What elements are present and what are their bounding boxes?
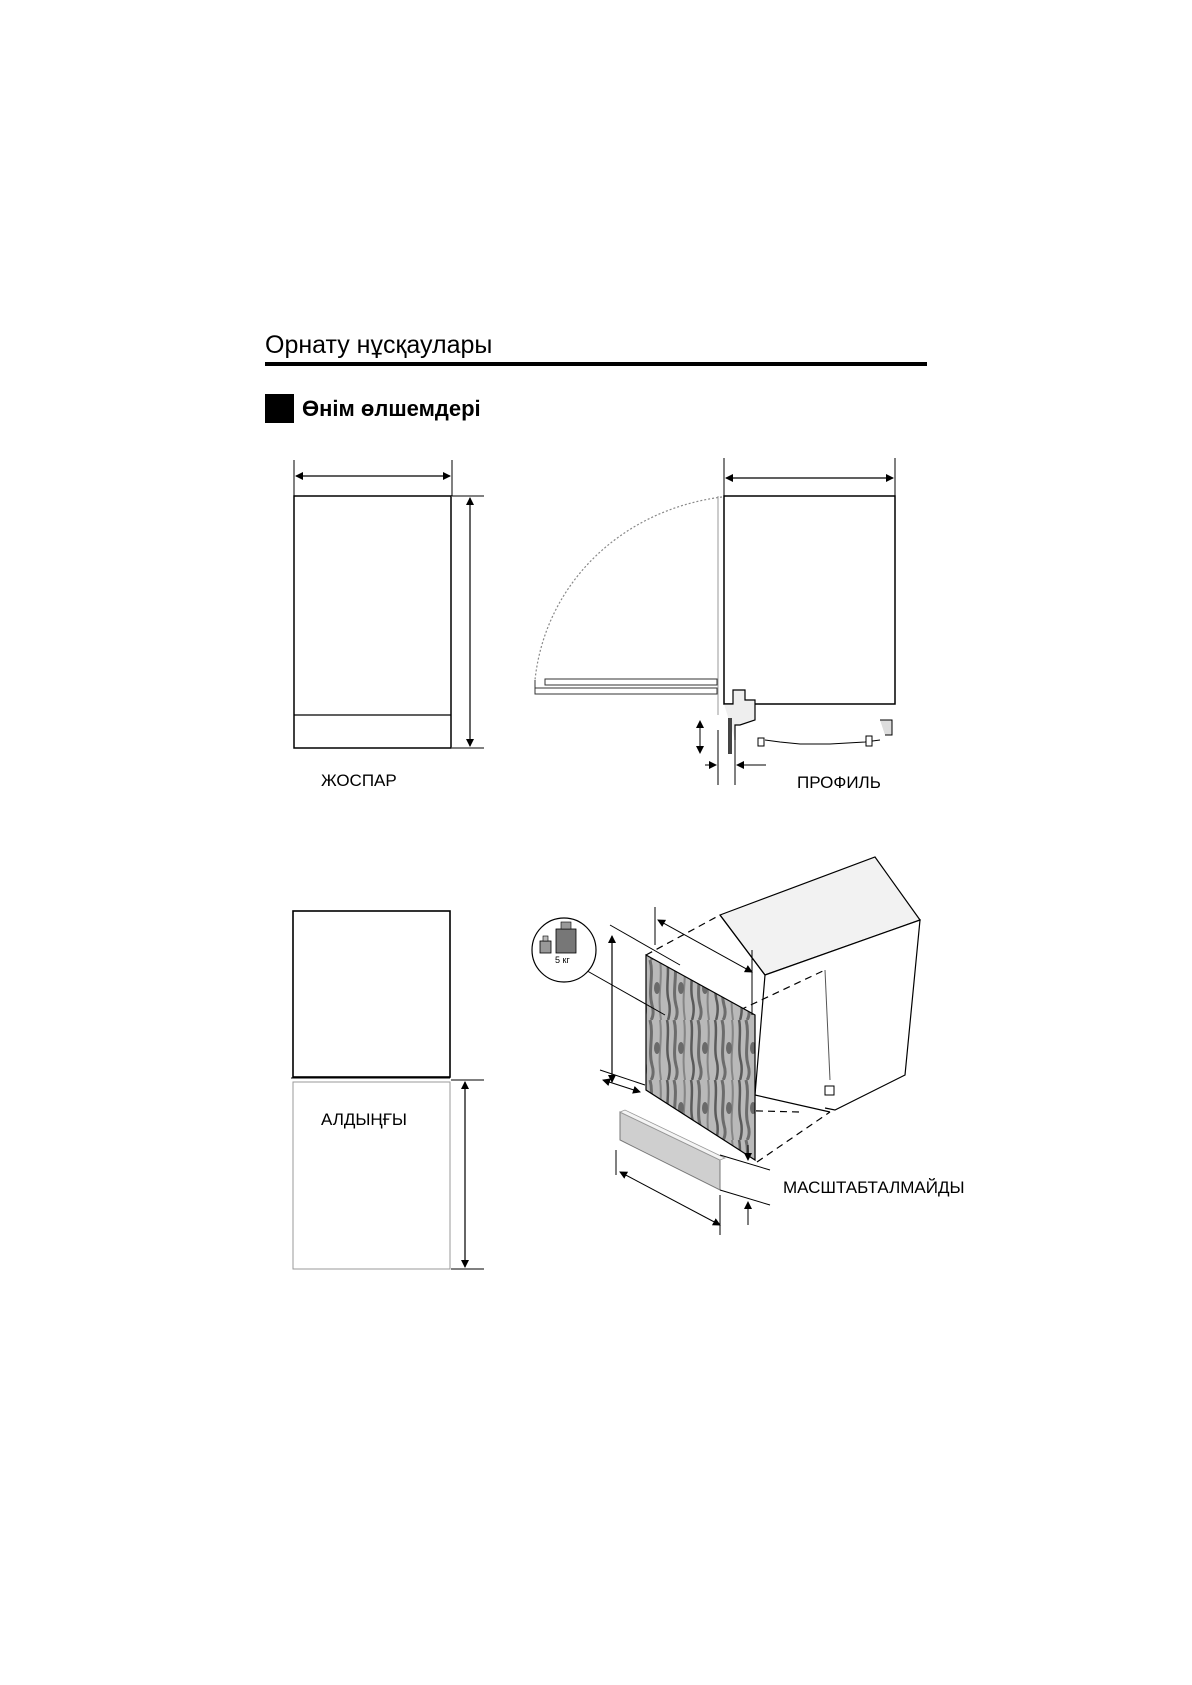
profile-view [535,458,895,785]
page-title: Орнату нұсқаулары [265,331,493,359]
plan-label: ЖОСПАР [321,771,397,790]
front-label: АЛДЫҢҒЫ [321,1110,407,1129]
weight-badge-label: 5 кг [555,955,570,965]
not-to-scale-label: МАСШТАБТАЛМАЙДЫ [783,1178,965,1197]
profile-label: ПРОФИЛЬ [797,773,881,792]
section-heading-text: Өнім өлшемдері [302,396,481,421]
plan-view [294,460,484,748]
front-view [291,911,484,1269]
